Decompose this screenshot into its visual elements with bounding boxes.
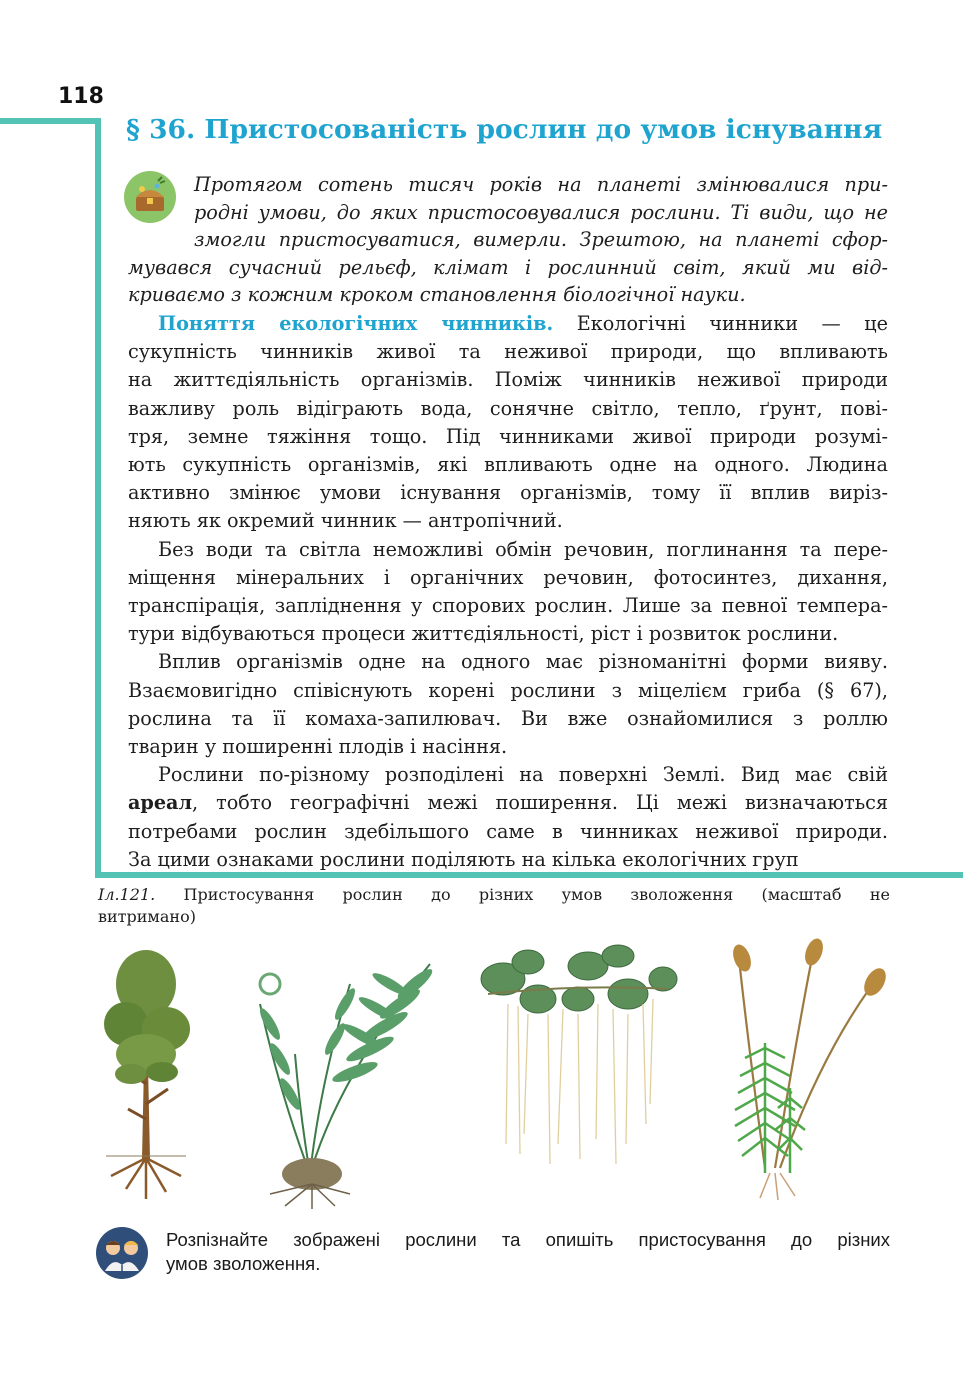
- task-line: Розпізнайте зображені рослини та опишіть пристосування до різних: [166, 1229, 890, 1250]
- paragraph-line: Без води та світла неможливі обмін речовин, поглинання та пере-: [158, 537, 888, 561]
- figure-label: Іл.121.: [98, 885, 156, 904]
- figure-caption: Іл.121. Пристосування рослин до різних умов зволоження (масштаб не витримано): [98, 885, 890, 926]
- page-number: 118: [58, 84, 104, 109]
- body-text: [128, 310, 888, 874]
- intro-line: криваємо з кожним кроком становлення біологічної науки.: [128, 283, 746, 307]
- paragraph-line: Вплив організмів одне на одного має різноманітні форми вияву.: [158, 650, 888, 674]
- paragraph-line: тря, земне тяжіння тощо. Під чинниками живої природи розумі-: [128, 424, 888, 448]
- paragraph-line: важливу роль відіграють вода, сонячне світло, тепло, ґрунт, пові-: [128, 396, 888, 420]
- moss-illustration: [720, 938, 900, 1208]
- paragraph-line: За цими ознаками рослини поділяють на кілька екологічних груп: [128, 847, 799, 871]
- paragraph-line: Рослини по-різному розподілені на поверхні Землі. Вид має свій: [158, 763, 888, 787]
- subheading: Поняття екологічних чинників.: [158, 312, 554, 335]
- children-reading-icon: [96, 1227, 148, 1279]
- paragraph-line: Взаємовигідно співіснують корені рослини з міцелієм гриба (§ 67),: [128, 678, 888, 702]
- task-text: [166, 1228, 890, 1276]
- paragraph-line: няють як окремий чинник — антропічний.: [128, 509, 563, 533]
- paragraph-line: активно змінює умови існування організмів, тому її вплив виріз-: [128, 481, 888, 505]
- paragraph-line: на життєдіяльність організмів. Поміж чинників неживої природи: [128, 368, 888, 392]
- paragraph-line: ють сукупність організмів, які впливають одне на одного. Людина: [128, 453, 888, 477]
- intro-text: [128, 171, 888, 309]
- frame-left-border: [95, 118, 101, 878]
- paragraph-line: тварин у поширенні плодів і насіння.: [128, 735, 508, 759]
- paragraph-line: транспірація, запліднення у спорових рослин. Лише за певної темпера-: [128, 594, 888, 618]
- frame-top-border: [0, 118, 98, 124]
- intro-line: змогли пристосуватися, вимерли. Зрештою, на планеті сфор-: [194, 228, 888, 252]
- paragraph-line: Поняття екологічних чинників. Екологічні чинники — це: [158, 312, 888, 335]
- floating-fern-illustration: [478, 944, 678, 1174]
- pine-tree-illustration: [96, 944, 196, 1204]
- term-areal: ареал: [128, 791, 193, 815]
- paragraph-line: міщення мінеральних і органічних речовин, фотосинтез, дихання,: [128, 565, 888, 589]
- paragraph-line: тури відбуваються процеси життєдіяльності, ріст і розвиток рослини.: [128, 622, 839, 646]
- paragraph-line: ареал, тобто географічні межі поширення. Ці межі визначаються: [128, 791, 888, 815]
- paragraph-line: потребами рослин здебільшого саме в чинниках неживої природи.: [128, 819, 888, 843]
- intro-line: родні умови, до яких пристосовувалися рослини. Ті види, що не: [194, 200, 888, 224]
- fern-illustration: [240, 944, 440, 1210]
- intro-line: мувався сучасний рельєф, клімат і рослинний світ, який ми від-: [128, 255, 888, 279]
- task-line: умов зволоження.: [166, 1253, 321, 1274]
- paragraph-line: рослина та її комаха-запилювач. Ви вже ознайомилися з роллю: [128, 706, 888, 730]
- paragraph-line: сукупність чинників живої та неживої природи, що впливають: [128, 340, 888, 364]
- intro-line: Протягом сотень тисяч років на планеті змінювалися при-: [194, 173, 888, 196]
- section-title: § 36. Пристосованість рослин до умов існування: [126, 114, 883, 145]
